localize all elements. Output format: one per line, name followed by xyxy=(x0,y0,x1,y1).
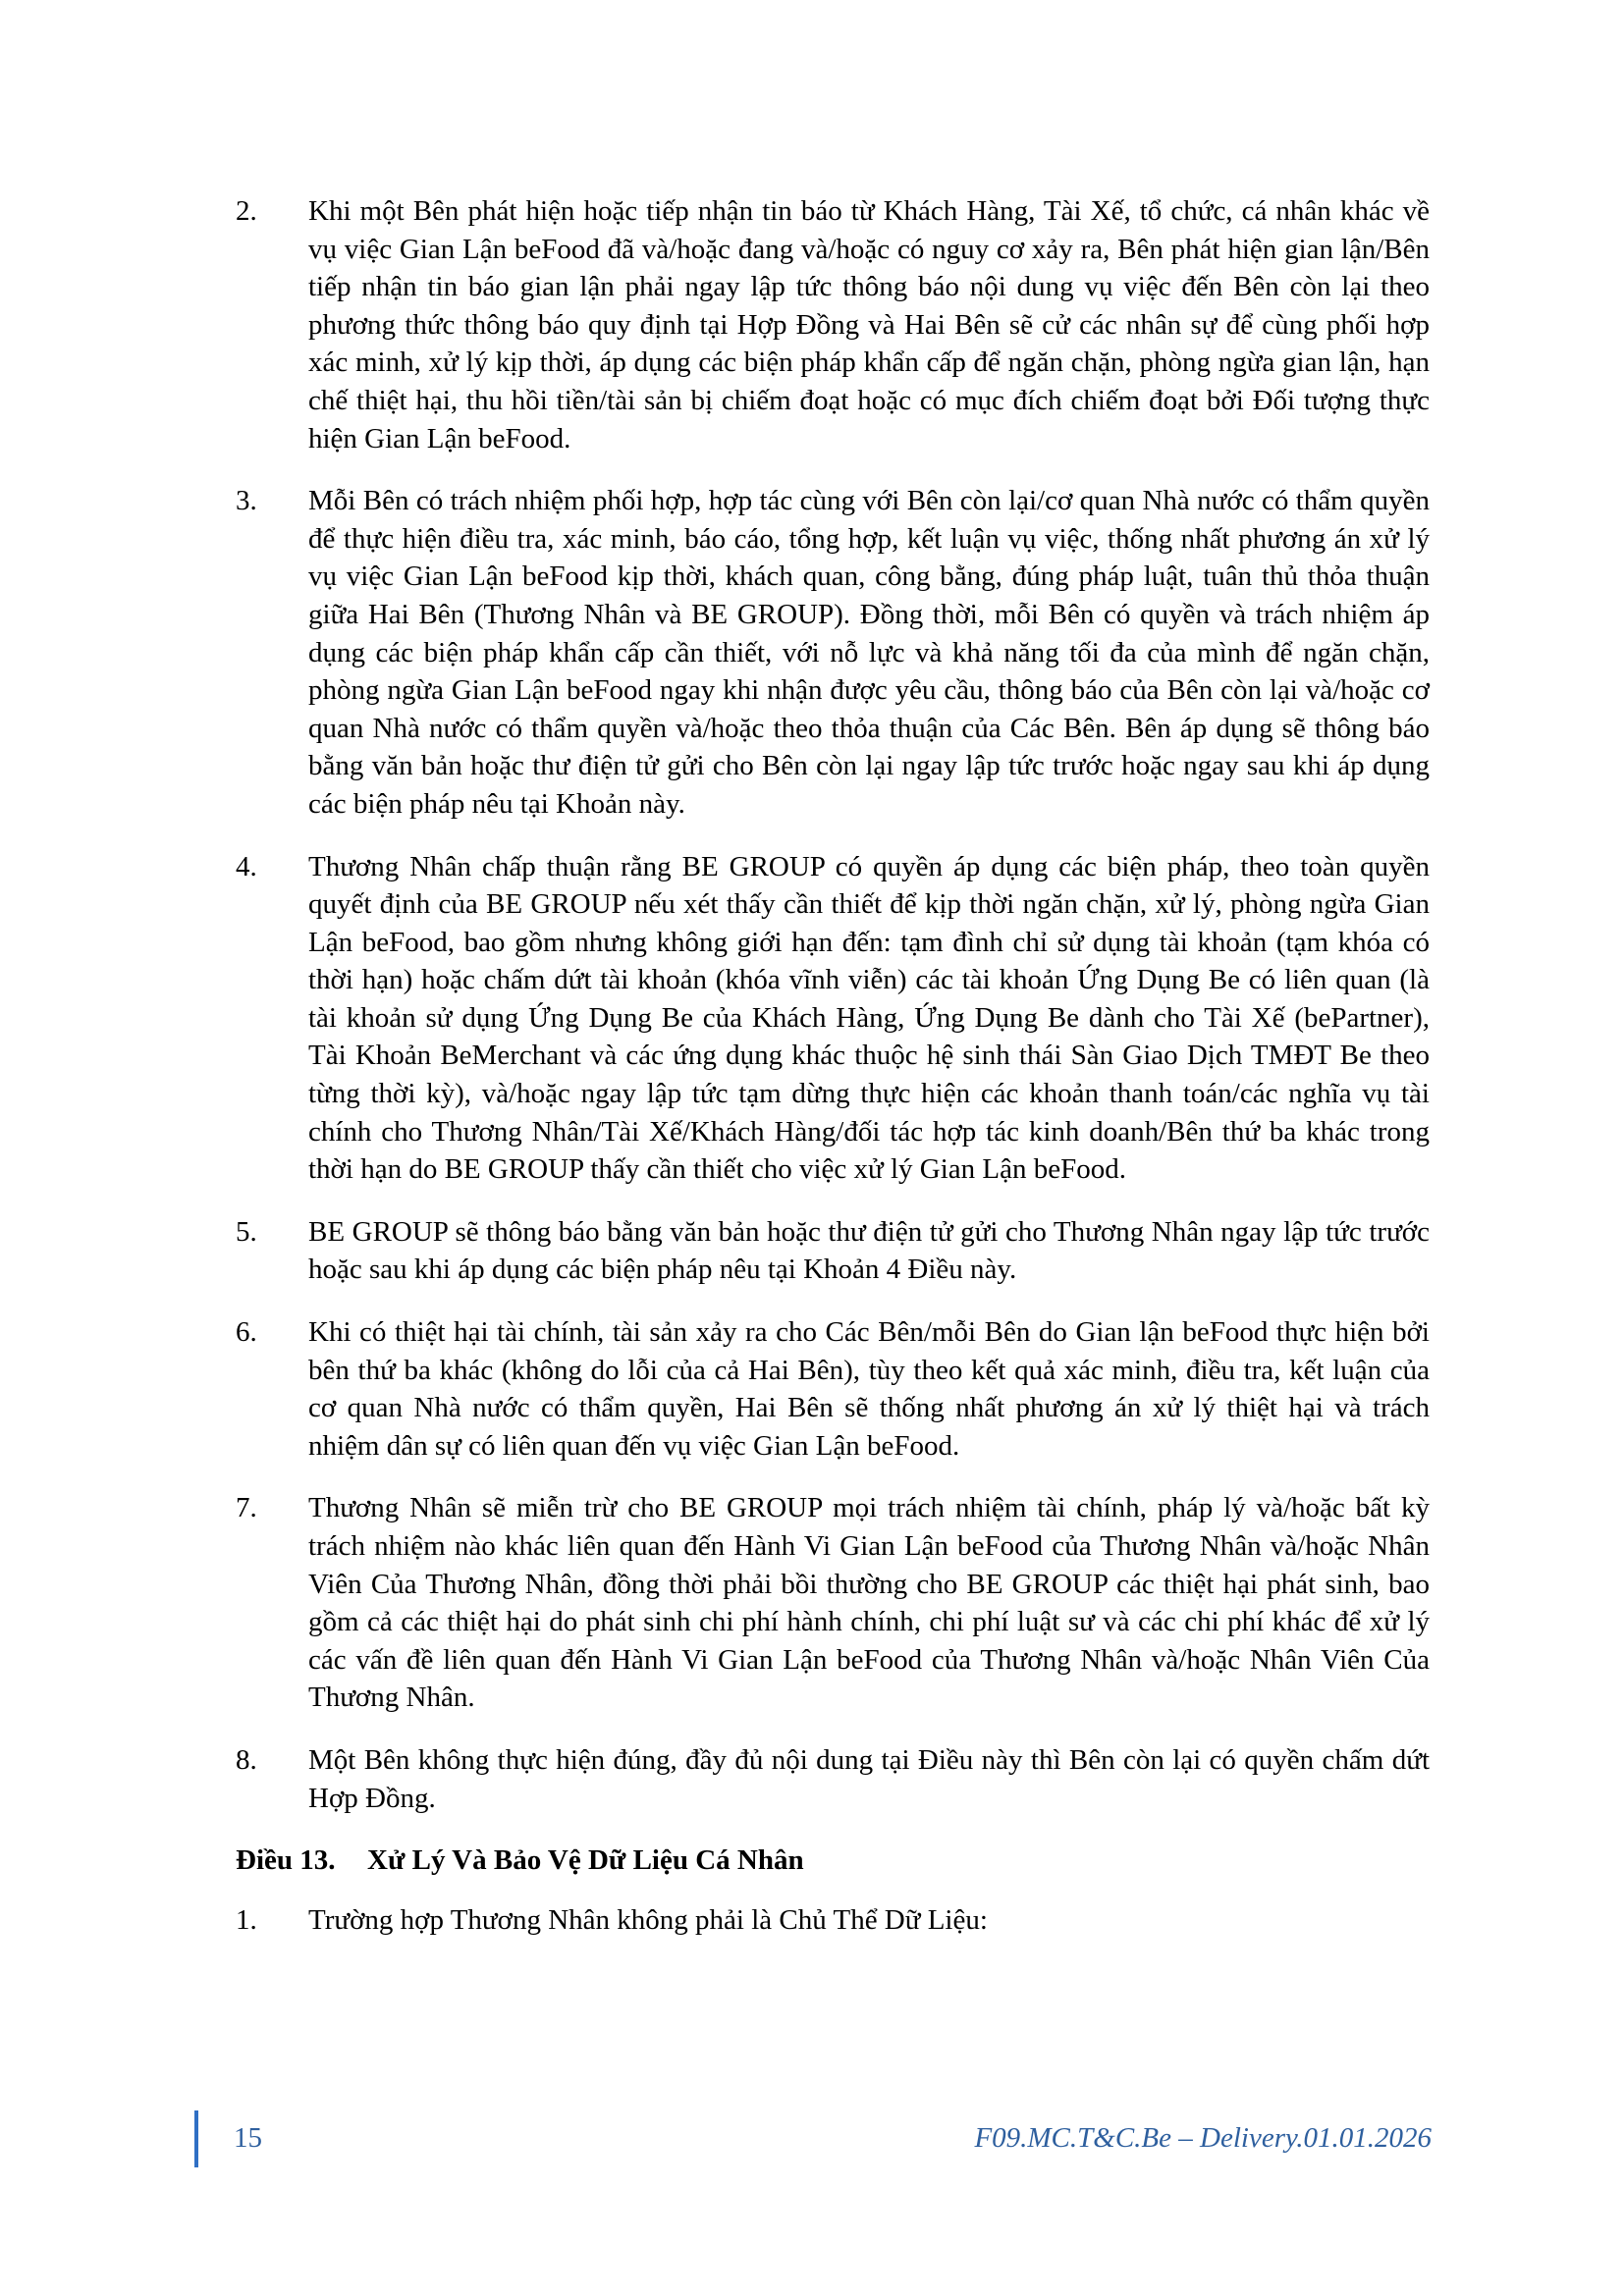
clause-item xyxy=(236,482,1430,823)
page-footer xyxy=(194,2110,1432,2167)
clause-number: 4. xyxy=(236,850,257,882)
clause-item xyxy=(236,848,1430,1189)
clause-text: Trường hợp Thương Nhân không phải là Chủ Thể Dữ Liệu: xyxy=(308,1903,988,1936)
clause-item xyxy=(236,1489,1430,1717)
footer-accent-bar xyxy=(194,2110,198,2167)
clause-text: Một Bên không thực hiện đúng, đầy đủ nội dung tại Điều này thì Bên còn lại có quyền chấm dứt Hợp Đồng. xyxy=(308,1743,1430,1814)
clause-number: 3. xyxy=(236,485,257,517)
clause-number: 7. xyxy=(236,1492,257,1524)
article-number: Điều 13. xyxy=(236,1844,336,1877)
clause-number: 5. xyxy=(236,1215,257,1248)
article-title: Xử Lý Và Bảo Vệ Dữ Liệu Cá Nhân xyxy=(367,1844,804,1877)
clause-item xyxy=(236,1213,1430,1289)
clause-item xyxy=(236,1901,1430,1940)
clause-text: Khi một Bên phát hiện hoặc tiếp nhận tin báo từ Khách Hàng, Tài Xế, tổ chức, cá nhân khác về vụ việc Gian Lận beFood đã và/hoặc đang và/hoặc có nguy cơ xảy ra, Bên phát hiện gian lận/Bên tiếp nhận tin báo gian lận phải ngay lập tức thông báo nội dung vụ việc đến Bên còn lại theo phương thức thông báo quy định tại Hợp Đồng và Hai Bên sẽ cử các nhân sự để cùng phối hợp xác minh, xử lý kịp thời, áp dụng các biện pháp khẩn cấp để ngăn chặn, phòng ngừa gian lận, hạn chế thiệt hại, thu hồi tiền/tài sản bị chiếm đoạt hoặc có mục đích chiếm đoạt bởi Đối tượng thực hiện Gian Lận beFood. xyxy=(308,195,1430,454)
article-heading xyxy=(236,1842,1430,1880)
document-code: F09.MC.T&C.Be – Delivery.01.01.2026 xyxy=(974,2122,1432,2154)
clause-text: Thương Nhân chấp thuận rằng BE GROUP có quyền áp dụng các biện pháp, theo toàn quyền quyết định của BE GROUP nếu xét thấy cần thiết để kịp thời ngăn chặn, xử lý, phòng ngừa Gian Lận beFood, bao gồm nhưng không giới hạn đến: tạm đình chỉ sử dụng tài khoản (tạm khóa có thời hạn) hoặc chấm dứt tài khoản (khóa vĩnh viễn) các tài khoản Ứng Dụng Be có liên quan (là tài khoản sử dụng Ứng Dụng Be của Khách Hàng, Ứng Dụng Be dành cho Tài Xế (bePartner), Tài Khoản BeMerchant và các ứng dụng khác thuộc hệ sinh thái Sàn Giao Dịch TMĐT Be theo từng thời kỳ), và/hoặc ngay lập tức tạm dừng thực hiện các khoản thanh toán/các nghĩa vụ tài chính cho Thương Nhân/Tài Xế/Khách Hàng/đối tác hợp tác kinh doanh/Bên thứ ba khác trong thời hạn do BE GROUP thấy cần thiết cho việc xử lý Gian Lận beFood. xyxy=(308,850,1430,1186)
clause-number: 2. xyxy=(236,195,257,227)
clause-item xyxy=(236,1313,1430,1465)
clause-number: 6. xyxy=(236,1316,257,1349)
clause-item xyxy=(236,192,1430,457)
clause-number: 8. xyxy=(236,1743,257,1776)
clause-text: Thương Nhân sẽ miễn trừ cho BE GROUP mọi trách nhiệm tài chính, pháp lý và/hoặc bất kỳ trách nhiệm nào khác liên quan đến Hành Vi Gian Lận beFood của Thương Nhân và/hoặc Nhân Viên Của Thương Nhân, đồng thời phải bồi thường cho BE GROUP các thiệt hại phát sinh, bao gồm cả các thiệt hại do phát sinh chi phí hành chính, chi phí luật sư và các chi phí khác để xử lý các vấn đề liên quan đến Hành Vi Gian Lận beFood của Thương Nhân và/hoặc Nhân Viên Của Thương Nhân. xyxy=(308,1492,1430,1714)
clause-number: 1. xyxy=(236,1903,257,1936)
clause-text: BE GROUP sẽ thông báo bằng văn bản hoặc thư điện tử gửi cho Thương Nhân ngay lập tức trước hoặc sau khi áp dụng các biện pháp nêu tại Khoản 4 Điều này. xyxy=(308,1215,1430,1286)
clause-text: Khi có thiệt hại tài chính, tài sản xảy ra cho Các Bên/mỗi Bên do Gian lận beFood thực hiện bởi bên thứ ba khác (không do lỗi của cả Hai Bên), tùy theo kết quả xác minh, điều tra, kết luận của cơ quan Nhà nước có thẩm quyền, Hai Bên sẽ thống nhất phương án xử lý thiệt hại và trách nhiệm dân sự có liên quan đến vụ việc Gian Lận beFood. xyxy=(308,1316,1430,1462)
document-body xyxy=(236,192,1430,1963)
page-number: 15 xyxy=(234,2122,262,2154)
clause-item xyxy=(236,1741,1430,1817)
clause-text: Mỗi Bên có trách nhiệm phối hợp, hợp tác cùng với Bên còn lại/cơ quan Nhà nước có thẩm quyền để thực hiện điều tra, xác minh, báo cáo, tổng hợp, kết luận vụ việc, thống nhất phương án xử lý vụ việc Gian Lận beFood kịp thời, khách quan, công bằng, đúng pháp luật, tuân thủ thỏa thuận giữa Hai Bên (Thương Nhân và BE GROUP). Đồng thời, mỗi Bên có quyền và trách nhiệm áp dụng các biện pháp khẩn cấp cần thiết, với nỗ lực và khả năng tối đa của mình để ngăn chặn, phòng ngừa Gian Lận beFood ngay khi nhận được yêu cầu, thông báo của Bên còn lại và/hoặc cơ quan Nhà nước có thẩm quyền và/hoặc theo thỏa thuận của Các Bên. Bên áp dụng sẽ thông báo bằng văn bản hoặc thư điện tử gửi cho Bên còn lại ngay lập tức trước hoặc ngay sau khi áp dụng các biện pháp nêu tại Khoản này. xyxy=(308,485,1430,820)
